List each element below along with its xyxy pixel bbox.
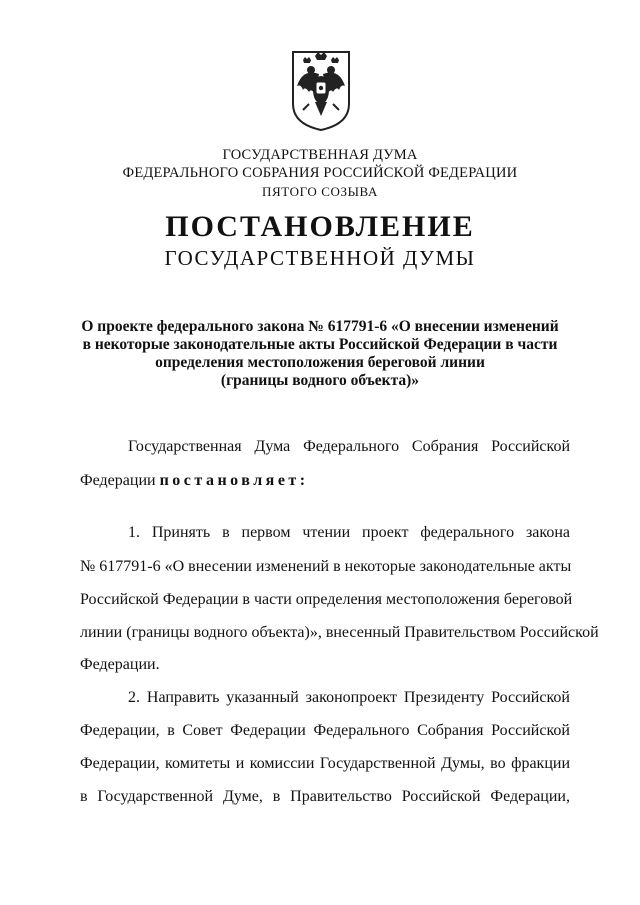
paragraph-line: 1. Принять в первом чтении проект федерального закона xyxy=(128,524,570,541)
paragraph-line: в Государственной Думе, в Правительство Российской Федерации, xyxy=(80,788,570,805)
preamble-line xyxy=(80,472,570,490)
paragraph-line: Федерации, комитеты и комиссии Государственной Думы, во фракции xyxy=(80,755,570,772)
org-name-line2: ФЕДЕРАЛЬНОГО СОБРАНИЯ РОССИЙСКОЙ ФЕДЕРАЦИИ xyxy=(122,165,518,181)
document-type-title: ПОСТАНОВЛЕНИЕ xyxy=(165,210,475,243)
heading-line: О проекте федерального закона № 617791-6 «О внесении изменений xyxy=(81,318,559,335)
preamble-text: Федерации xyxy=(80,472,156,489)
resolution-heading xyxy=(80,318,560,390)
paragraph-line: № 617791-6 «О внесении изменений в некоторые законодательные акты xyxy=(80,558,572,575)
heading-line: определения местоположения береговой линии xyxy=(155,354,485,371)
heading-line: (границы водного объекта)» xyxy=(220,372,420,389)
preamble-line: Государственная Дума Федерального Собрания Российской xyxy=(128,438,570,455)
paragraph-line: линии (границы водного объекта)», внесенный Правительством Российской xyxy=(80,624,599,641)
heading-line: в некоторые законодательные акты Российской Федерации в части xyxy=(82,336,558,353)
paragraph-line: Федерации, в Совет Федерации Федерального Собрания Российской xyxy=(80,722,570,739)
resolves-word: постановляет: xyxy=(159,472,309,489)
paragraph-line: Российской Федерации в части определения местоположения береговой xyxy=(80,591,573,608)
document-subtitle: ГОСУДАРСТВЕННОЙ ДУМЫ xyxy=(164,246,476,270)
paragraph-line: Федерации. xyxy=(80,656,160,673)
paragraph-line: 2. Направить указанный законопроект Президенту Российской xyxy=(128,689,570,706)
org-name-line1: ГОСУДАРСТВЕННАЯ ДУМА xyxy=(222,147,418,163)
convocation-line: ПЯТОГО СОЗЫВА xyxy=(262,184,378,199)
russian-coat-of-arms-icon xyxy=(289,44,353,132)
